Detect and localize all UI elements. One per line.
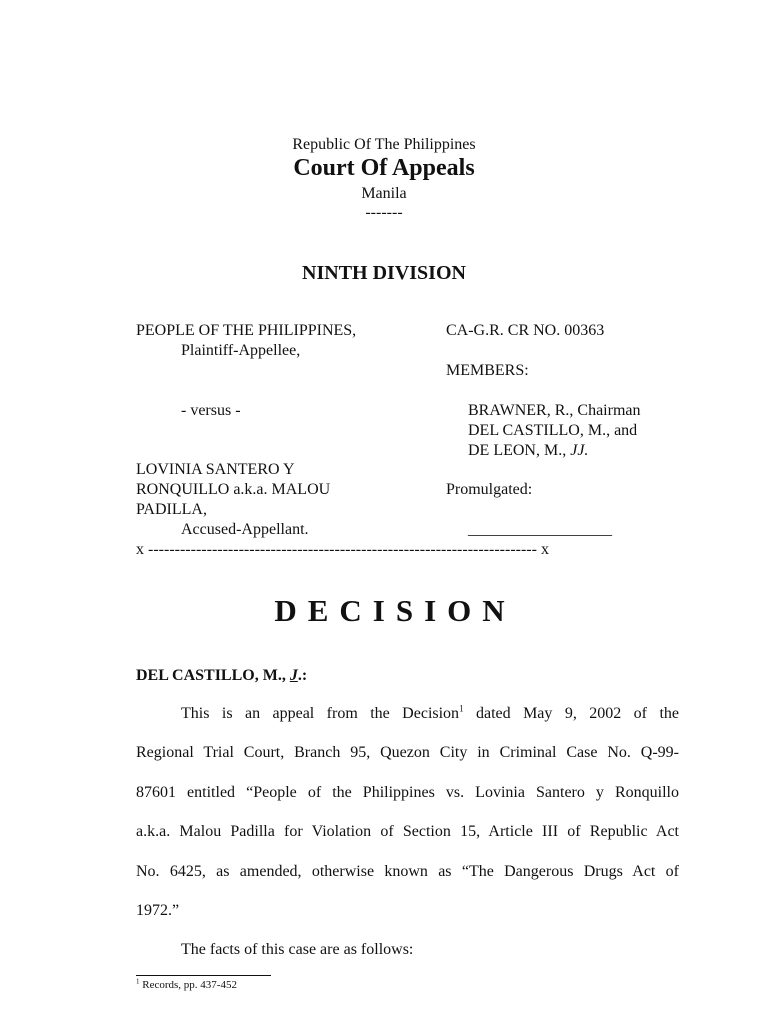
promulgated-label: Promulgated: [446,481,533,498]
case-number: CA-G.R. CR NO. 00363 [446,322,605,339]
caption-separator: x ------------------------------------------------------------------------- x [136,541,549,558]
footnote-ref[interactable]: 1 [459,704,464,714]
footnote-rule [136,975,271,976]
member-de-leon-jj: JJ. [570,442,589,459]
accused-name-line2: RONQUILLO a.k.a. MALOU [136,481,331,498]
accused-name-line1: LOVINIA SANTERO Y [136,461,295,478]
body-line-1b: dated May 9, 2002 of the [463,705,679,722]
member-del-castillo: DEL CASTILLO, M., and [468,422,638,439]
accused-name-line3: PADILLA, [136,501,207,518]
body-line-1a: This is an appeal from the Decision [181,705,460,722]
ponente [136,667,307,685]
republic-header: Republic Of The Philippines [292,136,476,153]
promulgated-blank: __________________ [468,521,612,538]
member-brawner: BRAWNER, R., Chairman [468,402,641,419]
body-line-5: No. 6425, as amended, otherwise known as “The Dangerous Drugs Act of [136,863,679,880]
decision-title: DECISION [274,593,516,628]
plaintiff-role: Plaintiff-Appellee, [181,342,301,359]
body-line-1 [181,704,679,724]
ponente-name: DEL CASTILLO, M., [136,667,290,684]
footnote-marker: 1 [136,977,140,986]
body-line-2: Regional Trial Court, Branch 95, Quezon City in Criminal Case No. Q-99- [136,744,679,761]
header-dashes: ------- [365,204,403,221]
body-para-2: The facts of this case are as follows: [181,941,414,958]
body-line-4: a.k.a. Malou Padilla for Violation of Section 15, Article III of Republic Act [136,823,679,840]
court-name: Court Of Appeals [293,155,475,181]
body-line-3: 87601 entitled “People of the Philippines vs. Lovinia Santero y Ronquillo [136,784,679,801]
court-city: Manila [361,185,407,202]
ponente-j: J [289,667,298,684]
footnote-text: Records, pp. 437-452 [139,979,237,991]
division-title: NINTH DIVISION [302,262,466,284]
ponente-end: .: [297,667,308,684]
members-label: MEMBERS: [446,362,529,379]
versus-label: - versus - [181,402,241,419]
footnote [136,979,237,991]
member-de-leon [468,442,588,460]
body-line-6: 1972.” [136,902,180,919]
plaintiff-name: PEOPLE OF THE PHILIPPINES, [136,322,357,339]
member-de-leon-name: DE LEON, M., [468,442,571,459]
accused-role: Accused-Appellant. [181,521,309,538]
